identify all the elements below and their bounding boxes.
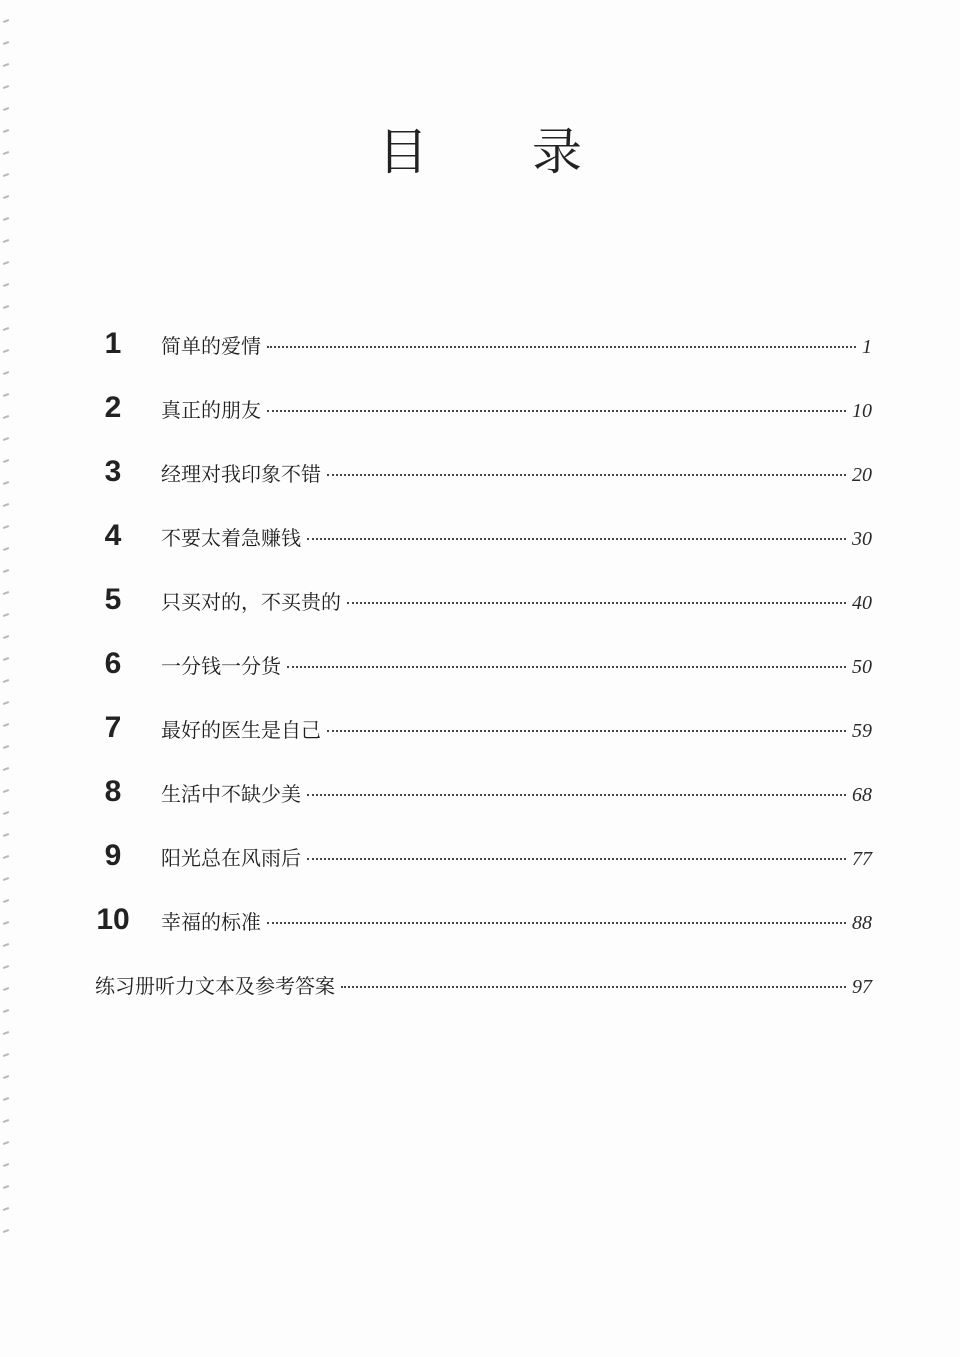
dot-leader (347, 602, 846, 604)
page-number: 40 (852, 591, 872, 614)
lesson-title: 一分钱一分货 (161, 653, 281, 678)
lesson-title: 不要太着急赚钱 (161, 525, 301, 550)
lesson-number: 8 (104, 775, 122, 808)
page-number: 20 (852, 463, 872, 486)
page-number: 68 (852, 783, 872, 806)
dot-leader (287, 666, 846, 668)
dot-leader (327, 474, 846, 476)
lesson-number: 2 (104, 391, 122, 424)
toc-row[interactable] (0, 312, 960, 376)
lesson-number: 5 (104, 583, 122, 616)
toc-row[interactable] (0, 632, 960, 696)
lesson-number: 6 (104, 647, 122, 680)
page-number: 50 (852, 655, 872, 678)
toc-row[interactable] (0, 760, 960, 824)
lesson-title: 真正的朋友 (161, 397, 261, 422)
lesson-title: 阳光总在风雨后 (161, 845, 301, 870)
dot-leader (307, 858, 846, 860)
lesson-number: 7 (104, 711, 122, 744)
lesson-title: 生活中不缺少美 (161, 781, 301, 806)
lesson-title: 经理对我印象不错 (161, 461, 321, 486)
dot-leader (307, 794, 846, 796)
dot-leader (267, 410, 846, 412)
toc-row[interactable] (0, 376, 960, 440)
lesson-title: 最好的医生是自己 (161, 717, 321, 742)
lesson-number: 10 (96, 903, 130, 936)
lesson-number: 1 (104, 327, 122, 360)
dot-leader (341, 986, 846, 988)
dot-leader (267, 922, 846, 924)
page-number: 1 (862, 335, 872, 358)
lesson-number: 9 (104, 839, 122, 872)
toc-row[interactable] (0, 888, 960, 952)
toc-row[interactable] (0, 824, 960, 888)
toc-row[interactable] (0, 568, 960, 632)
toc-row[interactable] (0, 696, 960, 760)
lesson-title: 只买对的，不买贵的 (161, 589, 341, 614)
dot-leader (327, 730, 846, 732)
page-number: 10 (852, 399, 872, 422)
page-number: 30 (852, 527, 872, 550)
page-number: 77 (852, 847, 872, 870)
appendix-title: 练习册听力文本及参考答案 (95, 973, 335, 998)
page-title: 目 录 (378, 123, 626, 181)
toc-row-appendix[interactable] (0, 952, 960, 1016)
lesson-number: 3 (104, 455, 122, 488)
page-number: 97 (852, 975, 872, 998)
toc-row[interactable] (0, 440, 960, 504)
dot-leader (267, 346, 856, 348)
dot-leader (307, 538, 846, 540)
page-number: 88 (852, 911, 872, 934)
page-number: 59 (852, 719, 872, 742)
table-of-contents (0, 312, 960, 1016)
lesson-title: 简单的爱情 (161, 333, 261, 358)
lesson-title: 幸福的标准 (161, 909, 261, 934)
toc-row[interactable] (0, 504, 960, 568)
lesson-number: 4 (104, 519, 122, 552)
